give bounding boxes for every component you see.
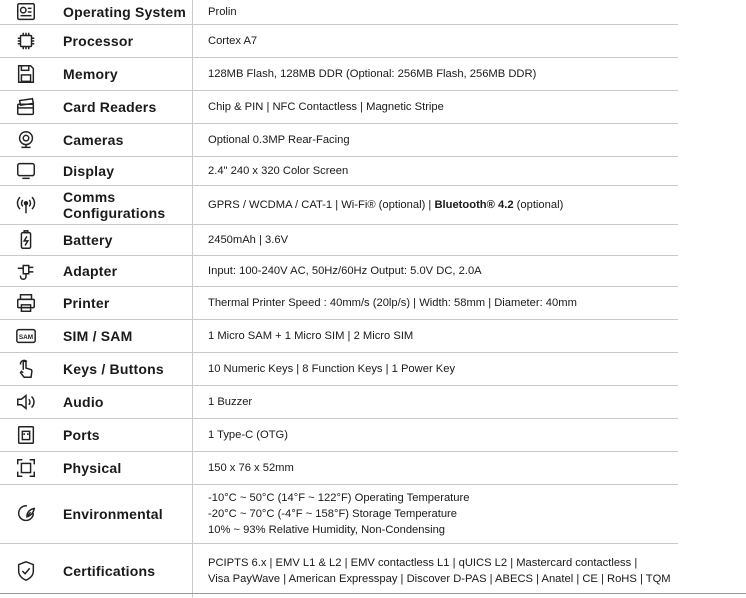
spec-row-audio [0,386,678,419]
spec-value: Thermal Printer Speed : 40mm/s (20lp/s) | Width: 58mm | Diameter: 40mm [208,297,577,309]
spec-value: 1 Micro SAM + 1 Micro SIM | 2 Micro SIM [208,330,414,342]
spec-label: Environmental [52,485,193,543]
spec-value: Optional 0.3MP Rear-Facing [208,134,350,146]
spec-row-physical [0,452,678,485]
battery-icon [0,225,52,255]
bottom-divider [0,593,746,594]
certifications-icon [0,544,52,598]
spec-label: SIM / SAM [52,320,193,352]
spec-row-certifications [0,544,678,598]
spec-row-adapter [0,256,678,287]
spec-value: Input: 100-240V AC, 50Hz/60Hz Output: 5.0V DC, 2.0A [208,265,482,277]
spec-value: 1 Buzzer [208,396,253,408]
spec-value: 150 x 76 x 52mm [208,462,294,474]
sim-sam-icon [0,320,52,352]
spec-label: Processor [52,25,193,57]
audio-icon [0,386,52,418]
processor-icon [0,25,52,57]
ports-icon [0,419,52,451]
spec-row-cameras [0,124,678,157]
spec-row-battery [0,225,678,256]
spec-label: Comms Configurations [52,186,193,224]
spec-row-display [0,157,678,186]
spec-value: Prolin [208,6,237,18]
os-icon [0,0,52,24]
spec-label: Operating System [52,0,193,24]
spec-value: 2450mAh | 3.6V [208,234,289,246]
spec-value: GPRS / WCDMA / CAT-1 | Wi-Fi® (optional) | Bluetooth® 4.2 (optional) [208,199,564,211]
spec-label: Display [52,157,193,185]
spec-label: Adapter [52,256,193,286]
spec-row-processor [0,25,678,58]
svg-text:SAM: SAM [18,333,34,341]
spec-value: -10°C ~ 50°C (14°F ~ 122°F) Operating Temperature -20°C ~ 70°C (-4°F ~ 158°F) Storage Temperature 10% ~ 93% Relative Humidity, Non-Condensing [208,492,470,536]
spec-label: Ports [52,419,193,451]
spec-label: Printer [52,287,193,319]
spec-label: Battery [52,225,193,255]
spec-label: Keys / Buttons [52,353,193,385]
spec-value: 10 Numeric Keys | 8 Function Keys | 1 Power Key [208,363,456,375]
card-reader-icon [0,91,52,123]
spec-label: Physical [52,452,193,484]
camera-icon [0,124,52,156]
spec-value: 1 Type-C (OTG) [208,429,288,441]
printer-icon [0,287,52,319]
display-icon [0,157,52,185]
spec-row-keys-buttons [0,353,678,386]
keys-icon [0,353,52,385]
memory-icon [0,58,52,90]
spec-value: Chip & PIN | NFC Contactless | Magnetic Stripe [208,101,444,113]
spec-row-operating-system [0,0,678,25]
adapter-icon [0,256,52,286]
environmental-icon [0,485,52,543]
spec-row-sim-sam [0,320,678,353]
spec-row-printer [0,287,678,320]
spec-value: 128MB Flash, 128MB DDR (Optional: 256MB Flash, 256MB DDR) [208,68,537,80]
spec-label: Cameras [52,124,193,156]
spec-row-environmental [0,485,678,544]
comms-icon [0,186,52,224]
spec-row-ports [0,419,678,452]
spec-value: Cortex A7 [208,35,258,47]
spec-row-comms [0,186,678,225]
spec-label: Memory [52,58,193,90]
spec-label: Card Readers [52,91,193,123]
spec-label: Audio [52,386,193,418]
spec-row-card-readers [0,91,678,124]
physical-icon [0,452,52,484]
spec-value: PCIPTS 6.x | EMV L1 & L2 | EMV contactless L1 | qUICS L2 | Mastercard contactless | Visa PayWave | American Expresspay | Discover D-PAS | ABECS | Anatel | CE | RoHS | TQM [208,557,671,585]
spec-value: 2.4" 240 x 320 Color Screen [208,165,349,177]
spec-label: Certifications [52,544,193,598]
spec-row-memory [0,58,678,91]
